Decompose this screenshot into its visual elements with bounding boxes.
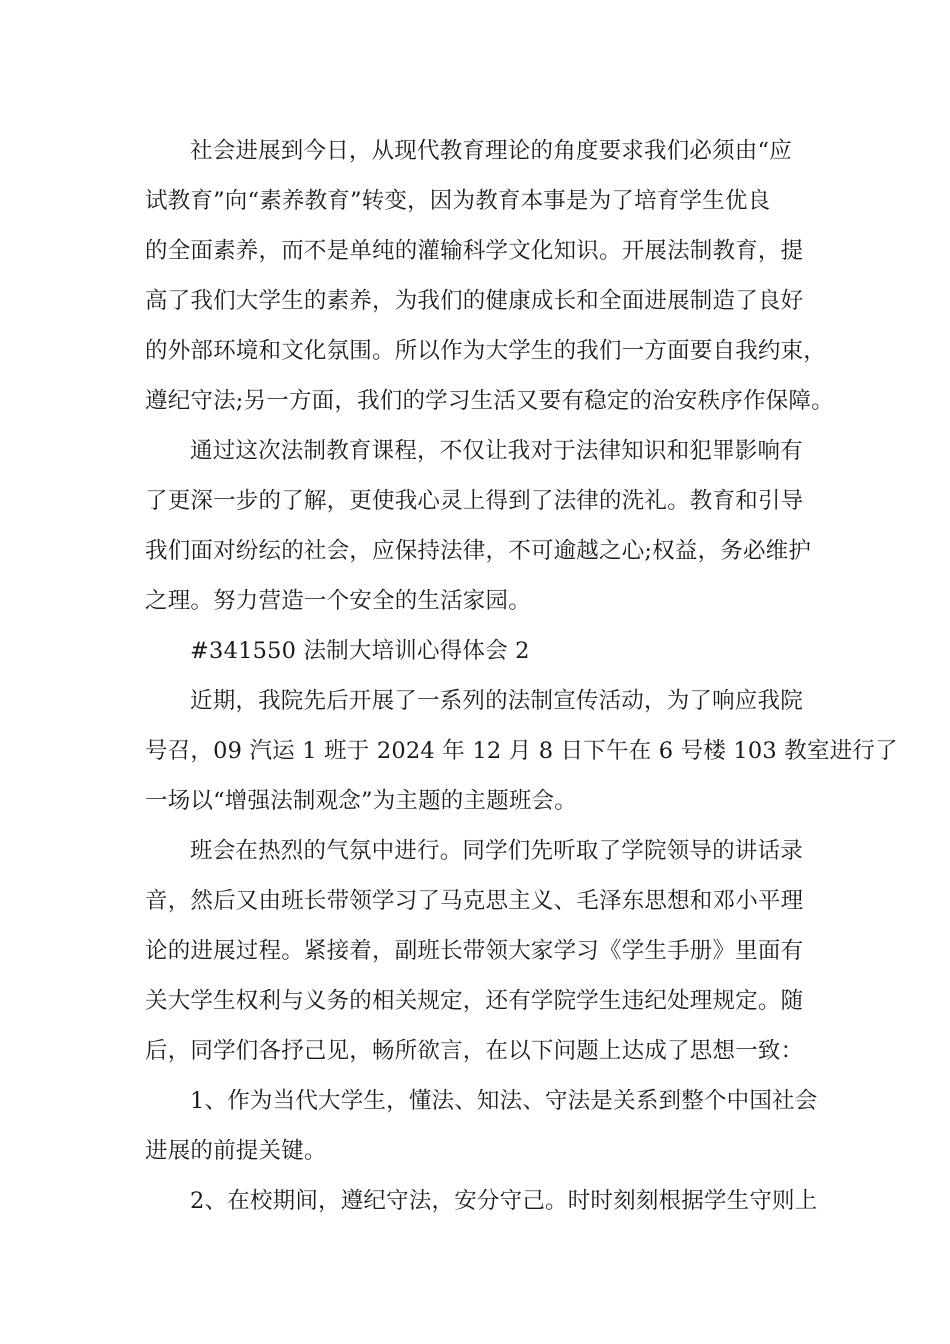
- paragraph-line: 我们面对纷纭的社会，应保持法律，不可逾越之心;权益，务必维护: [145, 538, 812, 564]
- list-item-line: 1、作为当代大学生，懂法、知法、守法是关系到整个中国社会: [190, 1088, 818, 1114]
- paragraph-line: 关大学生权利与义务的相关规定，还有学院学生违纪处理规定。随: [145, 988, 804, 1014]
- paragraph-line: 的全面素养，而不是单纯的灌输科学文化知识。开展法制教育，提: [145, 238, 804, 264]
- paragraph-line: 论的进展过程。紧接着，副班长带领大家学习《学生手册》里面有: [145, 938, 804, 964]
- paragraph-line: 班会在热烈的气氛中进行。同学们先听取了学院领导的讲话录: [190, 838, 803, 864]
- paragraph-line: 通过这次法制教育课程，不仅让我对于法律知识和犯罪影响有: [190, 438, 803, 464]
- paragraph-line: 遵纪守法;另一方面，我们的学习生活又要有稳定的治安秩序作保障。: [145, 388, 834, 414]
- paragraph-line: 一场以“增强法制观念”为主题的主题班会。: [145, 788, 578, 814]
- paragraph-line: 号召，09 汽运 1 班于 2024 年 12 月 8 日下午在 6 号楼 103 教室进行了: [145, 738, 898, 764]
- list-item-line: 进展的前提关键。: [145, 1138, 327, 1164]
- section-heading: #341550 法制大培训心得体会 2: [190, 638, 530, 664]
- paragraph-line: 的外部环境和文化氛围。所以作为大学生的我们一方面要自我约束，: [145, 338, 827, 364]
- paragraph-line: 之理。努力营造一个安全的生活家园。: [145, 588, 531, 614]
- paragraph-line: 音，然后又由班长带领学习了马克思主义、毛泽东思想和邓小平理: [145, 888, 804, 914]
- paragraph-line: 社会进展到今日，从现代教育理论的角度要求我们必须由“应: [190, 138, 792, 164]
- paragraph-line: 了更深一步的了解，更使我心灵上得到了法律的洗礼。教育和引导: [145, 488, 804, 514]
- paragraph-line: 近期，我院先后开展了一系列的法制宣传活动，为了响应我院: [190, 688, 803, 714]
- list-item-line: 2、在校期间，遵纪守法，安分守己。时时刻刻根据学生守则上: [190, 1188, 818, 1214]
- paragraph-line: 高了我们大学生的素养，为我们的健康成长和全面进展制造了良好: [145, 288, 804, 314]
- paragraph-line: 后，同学们各抒己见，畅所欲言，在以下问题上达成了思想一致：: [145, 1038, 804, 1064]
- paragraph-line: 试教育”向“素养教育”转变，因为教育本事是为了培育学生优良: [145, 188, 771, 214]
